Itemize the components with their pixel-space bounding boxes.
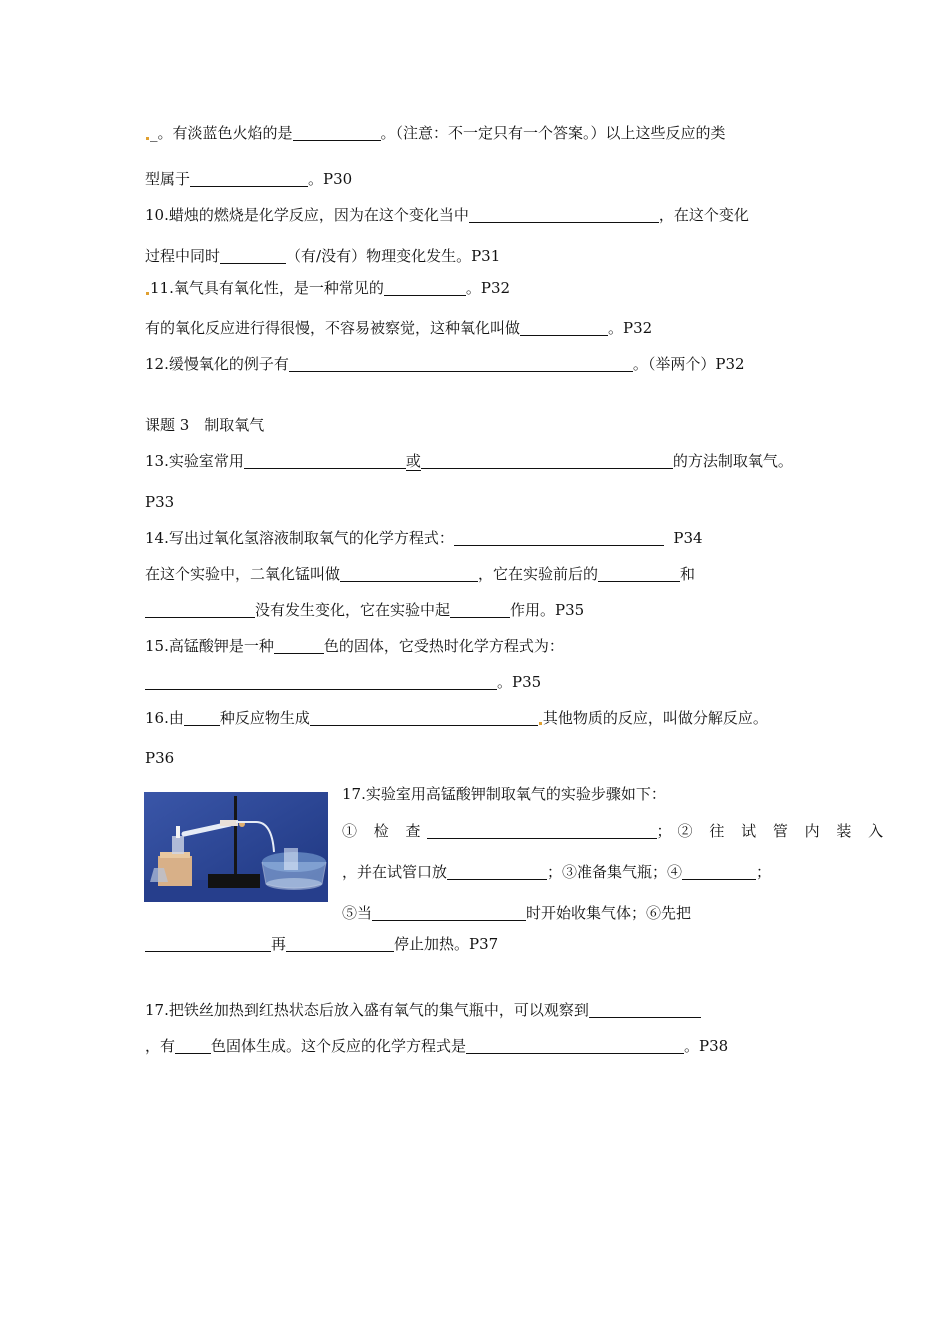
answer-blank[interactable] xyxy=(145,673,497,690)
section-title: 课题 3 制取氧气 xyxy=(145,416,265,434)
q17-step-line-1: ① 检 查 ；② 往 试 管 内 装 入 xyxy=(342,822,890,840)
q17-step-line-3: ⑤当 时开始收集气体；⑥先把 xyxy=(342,904,692,922)
answer-blank[interactable] xyxy=(175,1037,211,1054)
q15-line-1: 15.高锰酸钾是一种 色的固体，它受热时化学方程式为： xyxy=(145,637,564,655)
q11-line-1: 11.氧气具有氧化性，是一种常见的 。P32 xyxy=(145,278,510,298)
answer-blank[interactable] xyxy=(469,206,659,223)
answer-blank[interactable] xyxy=(520,319,608,336)
answer-blank[interactable] xyxy=(466,1037,684,1054)
answer-blank[interactable] xyxy=(421,452,673,469)
answer-blank[interactable] xyxy=(145,601,255,618)
answer-blank[interactable] xyxy=(340,565,478,582)
answer-blank[interactable] xyxy=(384,279,466,296)
q10-line-1: 10.蜡烛的燃烧是化学反应，因为在这个变化当中 ，在这个变化 xyxy=(145,206,749,224)
q10-line-2: 过程中同时 （有/没有）物理变化发生。P31 xyxy=(145,247,501,265)
mark-dot xyxy=(146,137,149,140)
q9-type-line: 型属于 。P30 xyxy=(145,170,353,188)
q13-line: 13.实验室常用 或 的方法制取氧气。 xyxy=(145,452,793,470)
answer-blank[interactable] xyxy=(682,863,756,880)
q17-step-line-4: 再 停止加热。P37 xyxy=(145,934,498,954)
q14-line-1: 14.写出过氧化氢溶液制取氧气的化学方程式： P34 xyxy=(145,529,703,547)
q17-title: 17.实验室用高锰酸钾制取氧气的实验步骤如下： xyxy=(342,785,666,803)
answer-blank[interactable] xyxy=(310,709,538,726)
answer-blank[interactable] xyxy=(145,935,271,952)
answer-blank[interactable] xyxy=(372,904,526,921)
q11-line-2: 有的氧化反应进行得很慢，不容易被察觉，这种氧化叫做 。P32 xyxy=(145,319,653,337)
answer-blank[interactable] xyxy=(293,124,381,141)
lab-apparatus-photo xyxy=(144,792,328,902)
q17b-line-1: 17.把铁丝加热到红热状态后放入盛有氧气的集气瓶中，可以观察到 xyxy=(145,1000,701,1020)
answer-blank[interactable] xyxy=(286,935,394,952)
answer-blank[interactable] xyxy=(190,170,308,187)
answer-blank[interactable] xyxy=(450,601,510,618)
q16-line: 16.由 种反应物生成 其他物质的反应，叫做分解反应。 xyxy=(145,709,768,727)
answer-blank[interactable] xyxy=(589,1001,701,1018)
answer-blank[interactable] xyxy=(427,822,657,839)
q15-line-2: 。P35 xyxy=(145,672,541,692)
answer-blank[interactable] xyxy=(220,247,286,264)
answer-blank[interactable] xyxy=(274,637,324,654)
q16-page: P36 xyxy=(145,749,175,767)
mark-dot xyxy=(539,722,542,725)
q14-line-3: 没有发生变化，它在实验中起 作用。P35 xyxy=(145,600,584,620)
q12-line: 12.缓慢氧化的例子有 。（举两个）P32 xyxy=(145,355,745,373)
answer-blank[interactable] xyxy=(184,709,220,726)
answer-blank[interactable] xyxy=(244,452,406,469)
q13-page: P33 xyxy=(145,493,175,511)
q14-line-2: 在这个实验中，二氧化锰叫做 ，它在实验前后的 和 xyxy=(145,565,696,583)
answer-blank[interactable] xyxy=(447,863,547,880)
q17b-line-2: ，有 色固体生成。这个反应的化学方程式是 。P38 xyxy=(145,1037,729,1055)
q9-flame-line: _。有淡蓝色火焰的是 。（注意：不一定只有一个答案。）以上这些反应的类 xyxy=(145,123,726,143)
q17-step-line-2: ，并在试管口放 ；③准备集气瓶；④ ； xyxy=(342,863,772,881)
answer-blank[interactable] xyxy=(454,529,664,546)
answer-blank[interactable] xyxy=(289,355,633,372)
mark-dot xyxy=(146,292,149,295)
answer-blank[interactable] xyxy=(598,565,680,582)
